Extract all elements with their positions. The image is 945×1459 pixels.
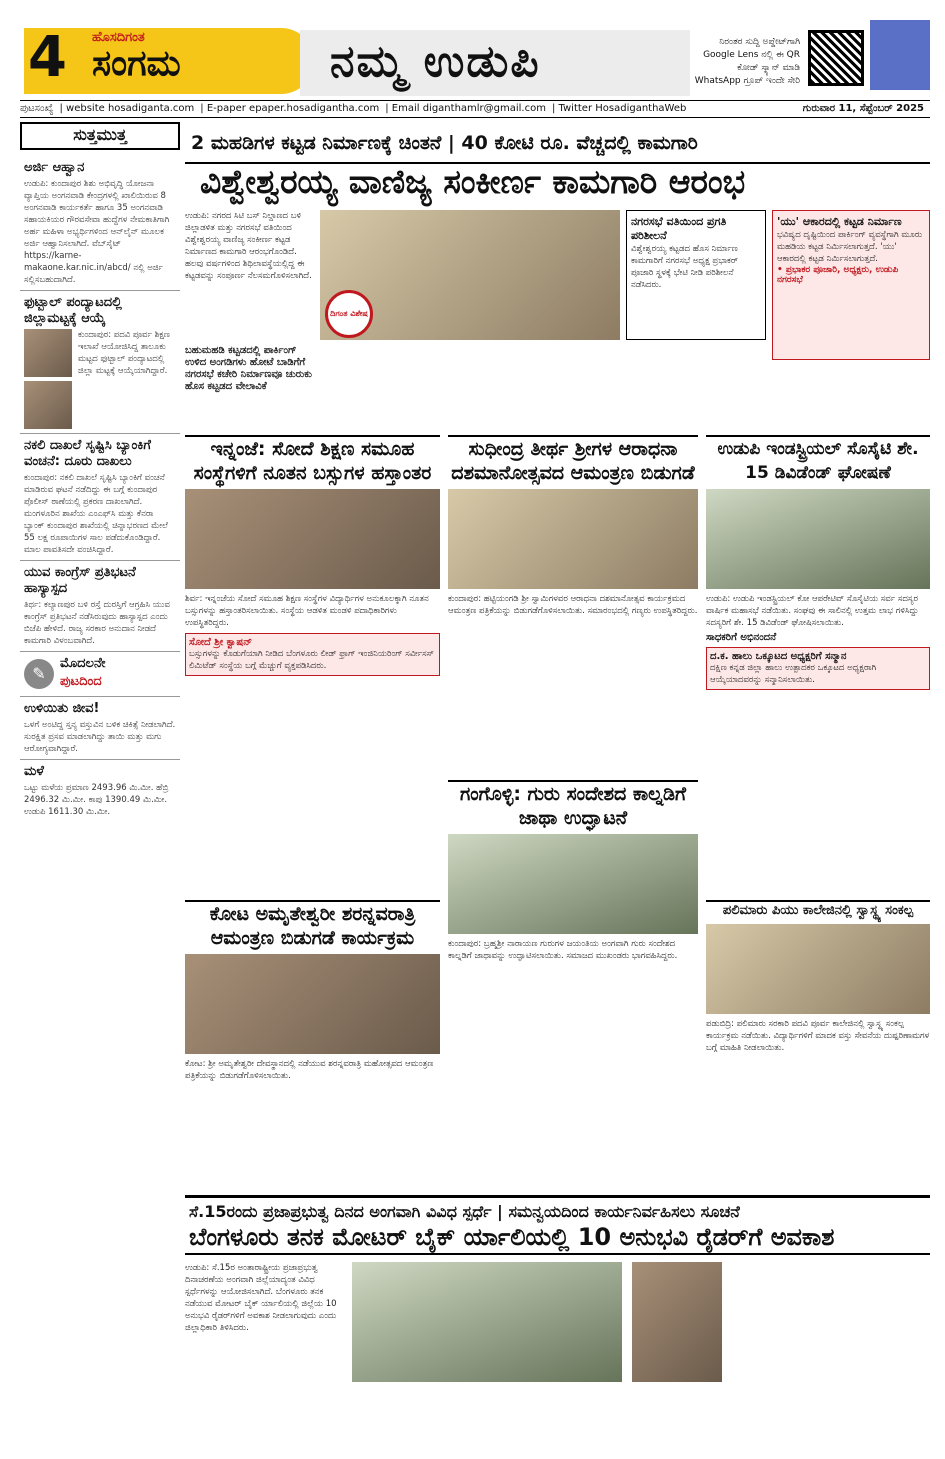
s3-headline: ನಕಲಿ ದಾಖಲೆ ಸೃಷ್ಟಿಸಿ ಬ್ಯಾಂಕಿಗೆ ವಂಚನೆ: ದೂರು ದಾಖಲು — [24, 438, 151, 469]
qr-caption: ನಿರಂತರ ಸುದ್ದಿ ಅಪ್ಡೇಟ್‌ಗಾಗಿ Google Lens ನಲ್ಲಿ ಈ QR ಕೋಡ್ ಸ್ಕ್ಯಾನ್ ಮಾಡಿ WhatsApp ಗ್ರೂಪ್ ಇಂದೇ ಸೇರಿ — [694, 37, 800, 86]
lead-body: ಉಡುಪಿ: ನಗರದ ಸಿಟಿ ಬಸ್ ನಿಲ್ದಾಣದ ಬಳಿ ಜಿಲ್ಲಾಡಳಿತ ಮತ್ತು ನಗರಸಭೆ ವತಿಯಿಂದ ವಿಶ್ವೇಶ್ವರಯ್ಯ ವಾಣಿಜ್ಯ ಸಂಕೀರ್ಣ ಕಟ್ಟಡ ನಿರ್ಮಾಣದ ಕಾಮಗಾರಿ ಆರಂಭಗೊಂಡಿದೆ. ಹಲವು ವರ್ಷಗಳಿಂದ ಶಿಥಿಲಾವಸ್ಥೆಯಲ್ಲಿದ್ದ ಈ ಕಟ್ಟಡವನ್ನು ಸಂಪೂರ್ಣ ನೆಲಸಮಗೊಳಿಸಲಾಗಿದೆ. — [185, 211, 312, 281]
story-d-photo — [448, 834, 698, 934]
left-column — [20, 122, 180, 1452]
email-link[interactable]: Email diganthamlr@gmail.com — [391, 103, 546, 114]
badge-label: ದಿಗಂತ ವಿಶೇಷ — [330, 309, 368, 318]
story-a-inset-head: ಸೋದೆ ಶ್ರೀ ಕ್ವಾಷನ್ — [189, 637, 253, 648]
s1-body: ಉಡುಪಿ: ಕುಂದಾಪುರ ಶಿಶು ಅಭಿವೃದ್ಧಿ ಯೋಜನಾ ವ್ಯಾಪ್ತಿಯ ಅಂಗನವಾಡಿ ಕೇಂದ್ರಗಳಲ್ಲಿ ಖಾಲಿಯಿರುವ 8 ಅಂಗನವಾಡಿ ಕಾರ್ಯಕರ್ತೆ ಹಾಗೂ 35 ಅಂಗನವಾಡಿ ಸಹಾಯಕಿಯರ ಗೌರವಸೇವಾ ಹುದ್ದೆಗಳ ನೇಮಕಾತಿಗಾಗಿ ಅರ್ಹ ಮಹಿಳಾ ಅಭ್ಯರ್ಥಿಗಳಿಂದ ಆನ್‌ಲೈನ್ ಮೂಲಕ ಅರ್ಜಿ ಆಹ್ವಾನಿಸಲಾಗಿದೆ. ವೆಬ್‌ಸೈಟ್ https://karne-makaone.kar.nic.in/abcd/ ನಲ್ಲಿ ಅರ್ಜಿ ಸಲ್ಲಿಸಬಹುದಾಗಿದೆ. — [24, 179, 170, 285]
story-e — [185, 900, 440, 1190]
story-b — [448, 435, 698, 775]
page-label: ಪುಟಸಂಖ್ಯೆ — [20, 103, 54, 114]
bottom-photo-official — [632, 1262, 722, 1382]
story-c-side-head: ದ.ಕ. ಹಾಲು ಒಕ್ಕೂಟದ ಅಧ್ಯಕ್ಷರಿಗೆ ಸನ್ಮಾನ — [710, 651, 847, 662]
story-b-body: ಕುಂದಾಪುರ: ಹಟ್ಟಿಯಂಗಡಿ ಶ್ರೀ ಸ್ವಾಮಿಗಳವರ ಆರಾಧನಾ ದಶಮಾನೋತ್ಸವ ಕಾರ್ಯಕ್ರಮದ ಆಮಂತ್ರಣ ಪತ್ರಿಕೆಯನ್ನು ಬಿಡುಗಡೆಗೊಳಿಸಲಾಯಿತು. ಸಮಾರಂಭದಲ್ಲಿ ಗಣ್ಯರು ಉಪಸ್ಥಿತರಿದ್ದರು. — [448, 594, 698, 616]
story-a-headline: ಇನ್ನಂಜೆ: ಸೋದೆ ಶಿಕ್ಷಣ ಸಮೂಹ ಸಂಸ್ಥೆಗಳಿಗೆ ನೂತನ ಬಸ್ಸುಗಳ ಹಸ್ತಾಂತರ — [193, 438, 432, 484]
website-link[interactable]: website hosadiganta.com — [66, 103, 195, 114]
lead-side-body: ಭವಿಷ್ಯದ ದೃಷ್ಟಿಯಿಂದ ಪಾರ್ಕಿಂಗ್ ವ್ಯವಸ್ಥೆಗಾಗಿ ಮೂರು ಮಹಡಿಯ ಕಟ್ಟಡ ನಿರ್ಮಿಸಲಾಗುತ್ತದೆ. 'ಯು' ಆಕಾರದಲ್ಲಿ ಕಟ್ಟಡ ನಿರ್ಮಿಸಲಾಗುತ್ತದೆ. — [777, 230, 923, 264]
qr-code-icon — [808, 30, 864, 86]
brand-small: ಹೊಸದಿಗಂತ — [92, 30, 145, 45]
s5-body: ಒಳಗೆ ಅಂಟಿದ್ದ ಸ್ತನ್ಯ ವಸ್ತುವಿನ ಬಳಿಕ ಚಿಕಿತ್ಸೆ ನೀಡಲಾಗಿದೆ. ಸುರಕ್ಷಿತ ಪ್ರಸವ ಮಾಡಲಾಗಿದ್ದು ತಾಯಿ ಮತ್ತು ಮಗು ಆರೋಗ್ಯವಾಗಿದ್ದಾರೆ. — [24, 720, 176, 754]
story-f — [706, 900, 930, 1190]
lead-deck-bar — [185, 124, 930, 164]
lead-box-body: ವಿಶ್ವೇಶ್ವರಯ್ಯ ಕಟ್ಟಡದ ಹೊಸ ನಿರ್ಮಾಣ ಕಾಮಗಾರಿಗೆ ನಗರಸಭೆ ಅಧ್ಯಕ್ಷ ಪ್ರಭಾಕರ್ ಪೂಜಾರಿ ಸ್ಥಳಕ್ಕೆ ಭೇಟಿ ನೀಡಿ ಪರಿಶೀಲನೆ ನಡೆಸಿದರು. — [631, 244, 739, 290]
story-d-body: ಕುಂದಾಪುರ: ಬ್ರಹ್ಮಶ್ರೀ ನಾರಾಯಣ ಗುರುಗಳ ಜಯಂತಿಯ ಅಂಗವಾಗಿ ಗುರು ಸಂದೇಶದ ಕಾಲ್ನಡಿಗೆ ಜಾಥಾವನ್ನು ಉದ್ಘಾಟಿಸಲಾಯಿತು. ಸಮಾಜದ ಮುಖಂಡರು ಭಾಗವಹಿಸಿದ್ದರು. — [448, 939, 678, 961]
lead-sub-3: ನಗರಸಭೆ ಕಚೇರಿ ನಿರ್ಮಾಣವೂ ಚುರುಕು — [185, 369, 312, 380]
lead-sub-1: ಬಹುಮಹಡಿ ಕಟ್ಟಡದಲ್ಲಿ ಪಾರ್ಕಿಂಗ್ — [185, 345, 297, 356]
lead-box-head: ನಗರಸಭೆ ವತಿಯಿಂದ ಪ್ರಗತಿ ಪರಿಶೀಲನೆ — [631, 215, 727, 242]
bottom-headline: ಬೆಂಗಳೂರು ತನಕ ಮೋಟರ್ ಬೈಕ್ ರ್ಯಾಲಿಯಲ್ಲಿ 10 ಅನುಭವಿ ರೈಡರ್‌ಗೆ ಅವಕಾಶ — [189, 1223, 835, 1251]
story-c-photo — [706, 489, 930, 589]
mod-line-1: ಮೊದಲನೇ — [60, 656, 106, 671]
pencil-icon: ✎ — [24, 659, 54, 689]
s1-headline: ಅರ್ಜಿ ಆಹ್ವಾನ — [24, 160, 85, 175]
story-f-body: ಪಡುಬಿದ್ರಿ: ಪಲಿಮಾರು ಸರಕಾರಿ ಪದವಿ ಪೂರ್ವ ಕಾಲೇಜಿನಲ್ಲಿ ಸ್ವಾಸ್ಥ್ಯ ಸಂಕಲ್ಪ ಕಾರ್ಯಕ್ರಮ ನಡೆಯಿತು. ವಿದ್ಯಾರ್ಥಿಗಳಿಗೆ ಮಾದಕ ವಸ್ತು ಸೇವನೆಯ ದುಷ್ಪರಿಣಾಮಗಳ ಬಗ್ಗೆ ಮಾಹಿತಿ ನೀಡಲಾಯಿತು. — [706, 1019, 930, 1053]
corner-decoration — [870, 20, 930, 90]
mod-line-2: ಪುಟದಿಂದ — [60, 674, 102, 689]
s2-headline: ಫುಟ್ಬಾಲ್ ಪಂದ್ಯಾಟದಲ್ಲಿ ಜಿಲ್ಲಾಮಟ್ಟಕ್ಕೆ ಆಯ್ಕೆ — [24, 295, 122, 326]
edition-title: ನಮ್ಮ ಉಡುಪಿ — [330, 36, 541, 87]
story-c — [706, 435, 930, 895]
info-bar: ಪುಟಸಂಖ್ಯೆ | website hosadiganta.com | E-paper epaper.hosadigantha.com | Email diganthamlr@gmail.com | Twitter HosadiganthaWeb ಗುರುವಾರ 11, ಸೆಪ್ಟೆಂಬರ್ 2025 — [20, 100, 930, 118]
s4-body: ತಿರ್ಥ: ಕಲ್ಯಾಣಪುರ ಬಳಿ ರಸ್ತೆ ದುರಸ್ತಿಗೆ ಆಗ್ರಹಿಸಿ ಯುವ ಕಾಂಗ್ರೆಸ್ ಪ್ರತಿಭಟನೆ ನಡೆಸಿರುವುದು ಹಾಸ್ಯಾಸ್ಪದ ಎಂದು ಬಿಜೆಪಿ ಹೇಳಿದೆ. ರಾಜ್ಯ ಸರಕಾರ ಅನುದಾನ ನೀಡದೆ ಕಾಮಗಾರಿ ವಿಳಂಬವಾಗಿದೆ. — [24, 600, 170, 646]
bottom-photo-meeting — [352, 1262, 622, 1382]
lead-side-head: 'ಯು' ಆಕಾರದಲ್ಲಿ ಕಟ್ಟಡ ನಿರ್ಮಾಣ — [777, 215, 902, 228]
story-e-body: ಕೋಟ: ಶ್ರೀ ಅಮೃತೇಶ್ವರೀ ದೇವಸ್ಥಾನದಲ್ಲಿ ನಡೆಯುವ ಶರನ್ನವರಾತ್ರಿ ಮಹೋತ್ಸವದ ಆಮಂತ್ರಣ ಪತ್ರಿಕೆಯನ್ನು ಬಿಡುಗಡೆಗೊಳಿಸಲಾಯಿತು. — [185, 1059, 434, 1081]
s4-headline: ಯುವ ಕಾಂಗ್ರೆಸ್ ಪ್ರತಿಭಟನೆ ಹಾಸ್ಯಾಸ್ಪದ — [24, 565, 136, 596]
bottom-banner — [185, 1195, 930, 1255]
story-b-headline: ಸುಧೀಂದ್ರ ತೀರ್ಥ ಶ್ರೀಗಳ ಆರಾಧನಾ ದಶಮಾನೋತ್ಸವದ ಆಮಂತ್ರಣ ಬಿಡುಗಡೆ — [451, 438, 695, 484]
student-photo-2 — [24, 381, 72, 429]
s3-body: ಕುಂದಾಪುರ: ನಕಲಿ ದಾಖಲೆ ಸೃಷ್ಟಿಸಿ ಬ್ಯಾಂಕಿಗೆ ವಂಚನೆ ಮಾಡಿರುವ ಘಟನೆ ನಡೆದಿದ್ದು ಈ ಬಗ್ಗೆ ಕುಂದಾಪುರ ಪೊಲೀಸ್ ಠಾಣೆಯಲ್ಲಿ ಪ್ರಕರಣ ದಾಖಲಾಗಿದೆ. ಮಂಗಳೂರಿನ ಶಾಖೆಯ ಎಂಎಫ್‌ಸಿ ಮತ್ತು ಕೆನರಾ ಬ್ಯಾಂಕ್ ಕುಂದಾಪುರ ಶಾಖೆಯಲ್ಲಿ ಚಿನ್ನಾಭರಣದ ಮೇಲೆ 55 ಲಕ್ಷ ರೂಪಾಯಿಗಳ ಸಾಲ ಪಡೆದುಕೊಂಡಿದ್ದಾರೆ. ಮಾಲ ಪಾವತಿಸದೇ ವಂಚಿಸಿದ್ದಾರೆ. — [24, 473, 168, 555]
student-photo-1 — [24, 329, 72, 377]
story-a — [185, 435, 440, 895]
lead-sub-4: ಹೊಸ ಕಟ್ಟಡದ ವೇಲಾವಿಕೆ — [185, 381, 267, 392]
story-d — [448, 780, 698, 1190]
bottom-deck: ಸೆ.15ರಂದು ಪ್ರಜಾಪ್ರಭುತ್ವ ದಿನದ ಅಂಗವಾಗಿ ವಿವಿಧ ಸ್ಪರ್ಧೆ | ಸಮನ್ವಯದಿಂದ ಕಾರ್ಯನಿರ್ವಹಿಸಲು ಸೂಚನೆ — [189, 1202, 740, 1221]
s6-body: ಒಟ್ಟು ಮಳೆಯ ಪ್ರಮಾಣ 2493.96 ಮಿ.ಮೀ. ಹೆಬ್ರಿ 2496.32 ಮಿ.ಮೀ. ಕಾಪು 1390.49 ಮಿ.ಮೀ. ಉಡುಪಿ 1611.30 ಮಿ.ಮೀ. — [24, 783, 169, 817]
story-f-photo — [706, 924, 930, 1014]
story-d-headline: ಗಂಗೊಳ್ಳಿ: ಗುರು ಸಂದೇಶದ ಕಾಲ್ನಡಿಗೆ ಜಾಥಾ ಉದ್ಘಾಟನೆ — [459, 783, 687, 829]
story-c-sub1: ಸಾಧಕರಿಗೆ ಅಭಿನಂದನೆ — [706, 632, 777, 643]
story-a-inset — [185, 633, 440, 676]
bottom-body: ಉಡುಪಿ: ಸೆ.15ರ ಅಂತಾರಾಷ್ಟ್ರೀಯ ಪ್ರಜಾಪ್ರಭುತ್ವ ದಿನಾಚರಣೆಯ ಅಂಗವಾಗಿ ಜಿಲ್ಲೆಯಾದ್ಯಂತ ವಿವಿಧ ಸ್ಪರ್ಧೆಗಳನ್ನು ಆಯೋಜಿಸಲಾಗಿದೆ. ಬೆಂಗಳೂರು ತನಕ ನಡೆಯುವ ಮೋಟರ್ ಬೈಕ್ ರ್ಯಾಲಿಯಲ್ಲಿ ಜಿಲ್ಲೆಯ 10 ಅನುಭವಿ ರೈಡರ್‌ಗಳಿಗೆ ಅವಕಾಶ ನೀಡಲಾಗುವುದು ಎಂದು ಜಿಲ್ಲಾಧಿಕಾರಿ ತಿಳಿಸಿದರು. — [185, 1263, 337, 1333]
story-a-body: ಶಿರ್ವ: ಇನ್ನಂಜೆಯ ಸೋದೆ ಸಮೂಹ ಶಿಕ್ಷಣ ಸಂಸ್ಥೆಗಳ ವಿದ್ಯಾರ್ಥಿಗಳ ಅನುಕೂಲಕ್ಕಾಗಿ ನೂತನ ಬಸ್ಸುಗಳನ್ನು ಹಸ್ತಾಂತರಿಸಲಾಯಿತು. ಸಂಸ್ಥೆಯ ಆಡಳಿತ ಮಂಡಳಿ ಪದಾಧಿಕಾರಿಗಳು ಉಪಸ್ಥಿತರಿದ್ದರು. — [185, 594, 429, 628]
lead-headline: ವಿಶ್ವೇಶ್ವರಯ್ಯ ವಾಣಿಜ್ಯ ಸಂಕೀರ್ಣ ಕಾಮಗಾರಿ ಆರಂಭ — [200, 162, 746, 201]
story-c-body: ಉಡುಪಿ: ಉಡುಪಿ ಇಂಡಸ್ಟ್ರಿಯಲ್ ಕೋ ಆಪರೇಟಿವ್ ಸೊಸೈಟಿಯ ಸರ್ವ ಸದಸ್ಯರ ವಾರ್ಷಿಕ ಮಹಾಸಭೆ ನಡೆಯಿತು. ಸಂಘವು ಈ ಸಾಲಿನಲ್ಲಿ ಉತ್ತಮ ಲಾಭ ಗಳಿಸಿದ್ದು ಸದಸ್ಯರಿಗೆ ಶೇ. 15 ಡಿವಿಡೆಂಡ್ ಘೋಷಿಸಲಾಯಿತು. — [706, 594, 919, 628]
story-e-photo — [185, 954, 440, 1054]
lead-info-box — [626, 210, 766, 340]
section-title: ಸುತ್ತಮುತ್ತ — [73, 125, 127, 144]
issue-date: ಗುರುವಾರ 11, ಸೆಪ್ಟೆಂಬರ್ 2025 — [802, 103, 924, 114]
story-a-inset-body: ಬಸ್ಸುಗಳನ್ನು ಕೊಡುಗೆಯಾಗಿ ನೀಡಿದ ಬೆಂಗಳೂರು ಲೀಡ್ ಫ್ರಾಗ್ ಇಂಜಿನಿಯರಿಂಗ್ ಸರ್ವೀಸಸ್ ಲಿಮಿಟೆಡ್ ಸಂಸ್ಥೆಯ ಬಗ್ಗೆ ಮೆಚ್ಚುಗೆ ವ್ಯಕ್ತಪಡಿಸಿದರು. — [189, 649, 434, 671]
lead-sub-block — [185, 345, 625, 425]
epaper-link[interactable]: E-paper epaper.hosadigantha.com — [206, 103, 380, 114]
lead-side-byline: • ಪ್ರಭಾಕರ ಪೂಜಾರಿ, ಅಧ್ಯಕ್ಷರು, ಉಡುಪಿ ನಗರಸಭೆ — [777, 265, 899, 285]
s6-headline: ಮಳೆ — [24, 764, 44, 779]
lead-side-box — [772, 210, 930, 360]
twitter-link[interactable]: Twitter HosadiganthaWeb — [558, 103, 687, 114]
digantha-vishesha-badge — [325, 290, 373, 338]
story-c-side — [706, 647, 930, 690]
story-c-headline: ಉಡುಪಿ ಇಂಡಸ್ಟ್ರಿಯಲ್ ಸೊಸೈಟಿ ಶೇ. 15 ಡಿವಿಡೆಂಡ್ ಘೋಷಣೆ — [717, 439, 919, 483]
lead-sub-2: ಉಳಿದ ಅಂಗಡಿಗಳು ಹೋಟೆ ಬಾಡಿಗೆಗೆ — [185, 357, 306, 368]
brand-title: ಸಂಗಮ — [92, 43, 181, 84]
s5-headline: ಉಳಿಯಿತು ಜೀವ! — [24, 701, 100, 716]
bottom-body-col — [185, 1262, 345, 1442]
story-e-headline: ಕೋಟ ಅಮೃತೇಶ್ವರೀ ಶರನ್ನವರಾತ್ರಿ ಆಮಂತ್ರಣ ಬಿಡುಗಡೆ ಕಾರ್ಯಕ್ರಮ — [209, 903, 416, 949]
story-c-side-body: ದಕ್ಷಿಣ ಕನ್ನಡ ಜಿಲ್ಲಾ ಹಾಲು ಉತ್ಪಾದಕರ ಒಕ್ಕೂಟದ ಅಧ್ಯಕ್ಷರಾಗಿ ಆಯ್ಕೆಯಾದವರನ್ನು ಸನ್ಮಾನಿಸಲಾಯಿತು. — [710, 663, 877, 685]
page-number: 4 — [28, 25, 67, 90]
story-a-photo-buses — [185, 489, 440, 589]
story-b-photo — [448, 489, 698, 589]
s2-body: ಕುಂದಾಪುರ: ಪದವಿ ಪೂರ್ವ ಶಿಕ್ಷಣ ಇಲಾಖೆ ಆಯೋಜಿಸಿದ್ದ ತಾಲೂಕು ಮಟ್ಟದ ಫುಟ್ಬಾಲ್ ಪಂದ್ಯಾಟದಲ್ಲಿ ಜಿಲ್ಲಾ ಮಟ್ಟಕ್ಕೆ ಆಯ್ಕೆಯಾಗಿದ್ದಾರೆ. — [78, 330, 170, 376]
lead-deck: 2 ಮಹಡಿಗಳ ಕಟ್ಟಡ ನಿರ್ಮಾಣಕ್ಕೆ ಚಿಂತನೆ | 40 ಕೋಟಿ ರೂ. ವೆಚ್ಚದಲ್ಲಿ ಕಾಮಗಾರಿ — [191, 132, 698, 154]
story-f-headline: ಪಲಿಮಾರು ಪಿಯು ಕಾಲೇಜಿನಲ್ಲಿ ಸ್ವಾಸ್ಥ್ಯ ಸಂಕಲ್ಪ — [722, 903, 914, 918]
